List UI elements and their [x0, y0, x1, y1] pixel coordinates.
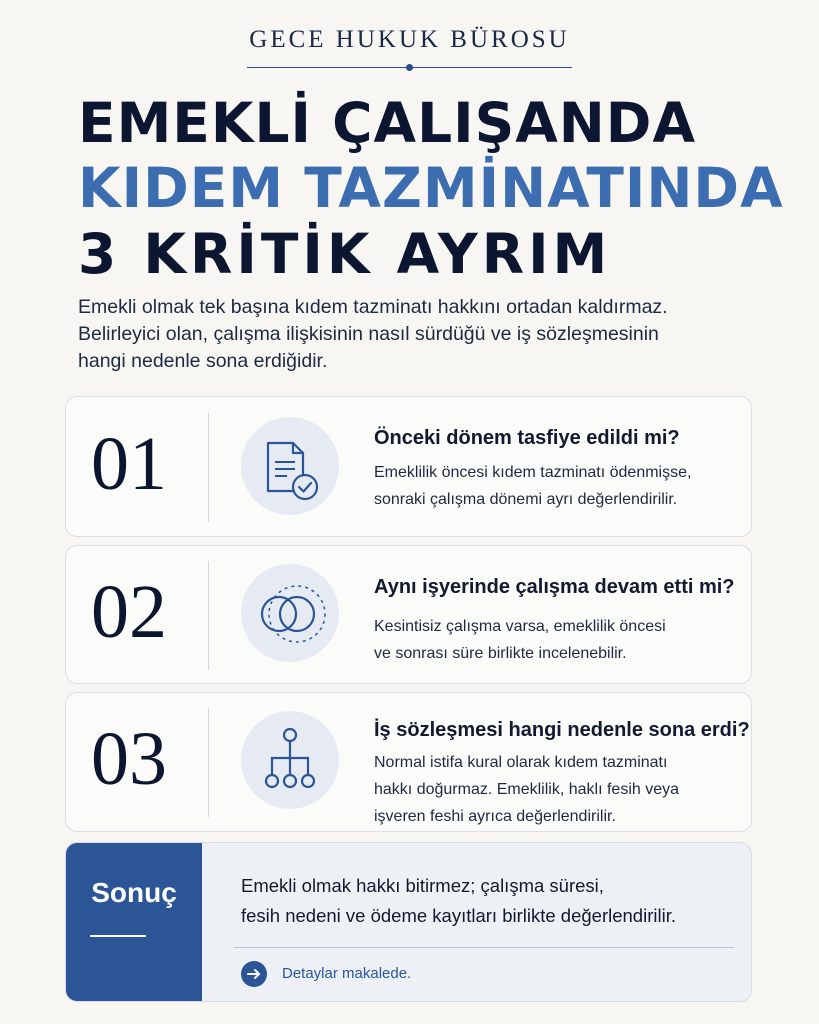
item-card-03 [65, 692, 752, 832]
item-number: 02 [91, 570, 167, 654]
intro-text [78, 294, 758, 375]
overlapping-circles-icon [241, 564, 339, 662]
item-description-line: Normal istifa kural olarak kıdem tazminatı [374, 754, 668, 771]
brand-name: GECE HUKUK BÜROSU [249, 26, 570, 53]
item-divider [208, 708, 209, 817]
item-divider [208, 561, 209, 670]
item-description-line: Emeklilik öncesi kıdem tazminatı ödenmişse, [374, 464, 692, 481]
result-line: Emekli olmak hakkı bitirmez; çalışma süresi, [241, 875, 604, 896]
intro-line: Belirleyici olan, çalışma ilişkisinin nasıl sürdüğü ve iş sözleşmesinin [78, 323, 659, 345]
item-card-02 [65, 545, 752, 684]
item-title: Önceki dönem tasfiye edildi mi? [374, 427, 680, 449]
brand-divider-dot [406, 64, 413, 71]
item-description-line: hakkı doğurmaz. Emeklilik, haklı fesih veya [374, 781, 680, 798]
arrow-right-icon[interactable] [241, 961, 267, 987]
item-description-line: ve sonrası süre birlikte incelenebilir. [374, 645, 627, 662]
item-description-line: sonraki çalışma dönemi ayrı değerlendirilir. [374, 491, 678, 508]
item-number: 01 [91, 422, 167, 506]
document-check-icon [241, 417, 339, 515]
result-label-underline [90, 935, 146, 937]
intro-line: Emekli olmak tek başına kıdem tazminatı hakkını ortadan kaldırmaz. [78, 296, 668, 318]
title-line-2: KIDEM TAZMİNATINDA [78, 156, 784, 220]
item-description-line: işveren feshi ayrıca değerlendirilir. [374, 808, 616, 825]
item-card-01 [65, 396, 752, 537]
item-description [374, 613, 666, 667]
result-label: Sonuç [91, 877, 177, 908]
item-title: İş sözleşmesi hangi nedenle sona erdi? [374, 719, 750, 741]
result-text [241, 871, 676, 931]
item-divider [208, 413, 209, 522]
result-line: fesih nedeni ve ödeme kayıtları birlikte değerlendirilir. [241, 905, 676, 926]
result-box [65, 842, 752, 1002]
item-title: Aynı işyerinde çalışma devam etti mi? [374, 576, 735, 598]
result-divider [234, 947, 734, 948]
title-line-1: EMEKLİ ÇALIŞANDA [78, 91, 697, 155]
item-description-line: Kesintisiz çalışma varsa, emeklilik öncesi [374, 618, 666, 635]
result-label-panel [66, 843, 202, 1001]
item-number: 03 [91, 717, 167, 801]
item-description [374, 749, 679, 830]
branching-tree-icon [241, 711, 339, 809]
details-link[interactable]: Detaylar makalede. [282, 965, 412, 982]
item-description [374, 459, 691, 513]
intro-line: hangi nedenle sona erdiğidir. [78, 350, 328, 372]
title-line-3: 3 KRİTİK AYRIM [78, 222, 612, 286]
